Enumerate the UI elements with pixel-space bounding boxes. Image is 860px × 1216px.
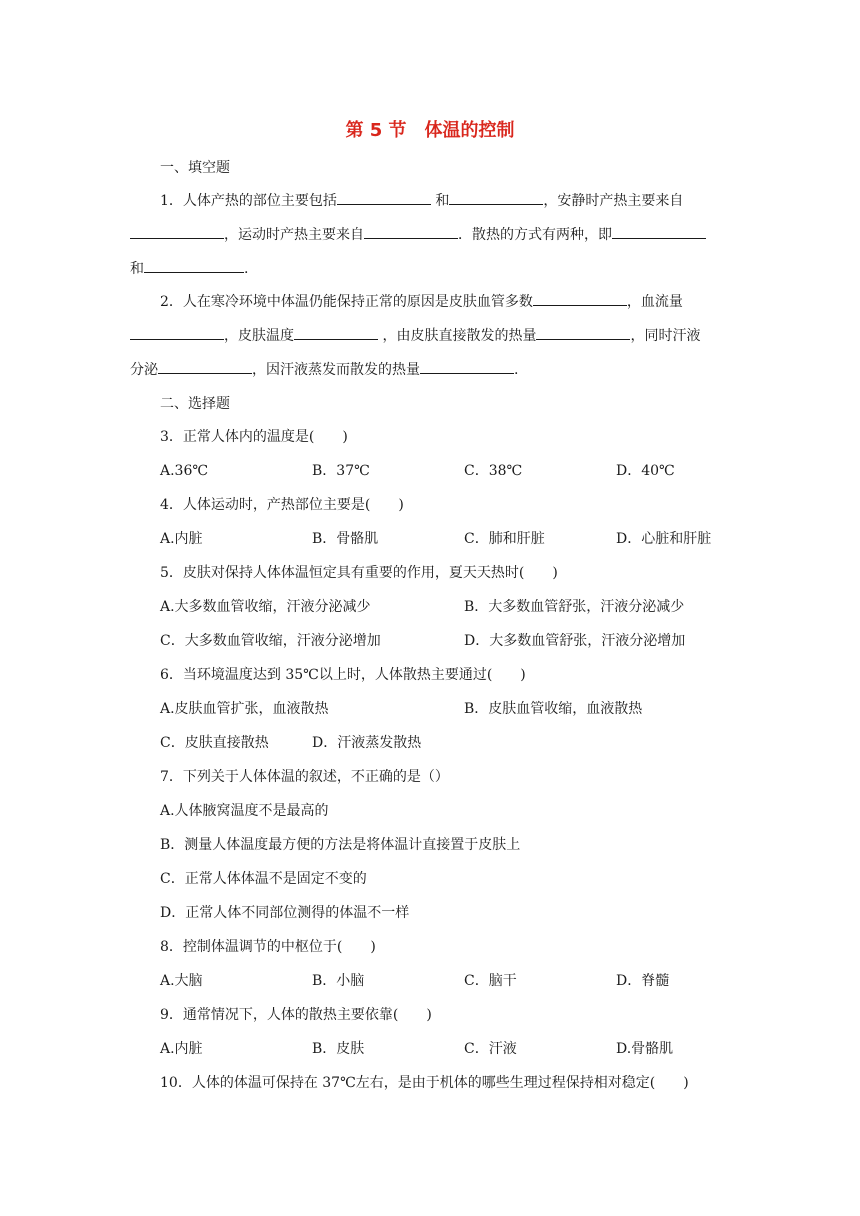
- q2-text: .: [514, 362, 519, 378]
- q2-text: 分泌: [130, 362, 158, 378]
- question-1: [130, 184, 730, 286]
- option-d[interactable]: D．大多数血管舒张，汗液分泌增加: [464, 633, 686, 649]
- option-d[interactable]: D.骨骼肌: [616, 1041, 674, 1057]
- option-c[interactable]: C．38℃: [464, 463, 523, 479]
- option-b[interactable]: B．小脑: [312, 973, 365, 989]
- question-4-stem: 4．人体运动时，产热部位主要是( ): [160, 497, 404, 513]
- answer-blank[interactable]: [158, 359, 252, 374]
- question-3-options: [160, 461, 730, 481]
- q1-text: .: [244, 261, 249, 277]
- q1-text: ，安静时产热主要来自: [543, 193, 684, 209]
- question-9-stem: 9．通常情况下，人体的散热主要依靠( ): [160, 1007, 432, 1023]
- q1-text: ，运动时产热主要来自: [224, 227, 364, 243]
- option-d[interactable]: D．40℃: [616, 463, 675, 479]
- option-b[interactable]: B．皮肤血管收缩，血液散热: [464, 701, 643, 717]
- question-3-stem: 3．正常人体内的温度是( ): [160, 429, 348, 445]
- option-d[interactable]: D．脊髓: [616, 973, 670, 989]
- option-b[interactable]: B．测量人体温度最方便的方法是将体温计直接置于皮肤上: [160, 837, 521, 853]
- answer-blank[interactable]: [533, 291, 627, 306]
- section-heading-fill-blank: 一、填空题: [160, 160, 230, 176]
- answer-blank[interactable]: [294, 325, 378, 340]
- option-c[interactable]: C．汗液: [464, 1041, 517, 1057]
- section-heading-multiple-choice: 二、选择题: [160, 396, 230, 412]
- option-c[interactable]: C．大多数血管收缩，汗液分泌增加: [160, 633, 381, 649]
- q1-text: 和: [435, 193, 450, 209]
- option-c[interactable]: C．正常人体体温不是固定不变的: [160, 871, 367, 887]
- answer-blank[interactable]: [130, 325, 224, 340]
- option-c[interactable]: C．皮肤直接散热: [160, 735, 269, 751]
- question-6-options-row2: [160, 733, 730, 753]
- option-c[interactable]: C．肺和肝脏: [464, 531, 545, 547]
- answer-blank[interactable]: [130, 224, 224, 239]
- option-b[interactable]: B．骨骼肌: [312, 531, 379, 547]
- option-b[interactable]: B．大多数血管舒张，汗液分泌减少: [464, 599, 685, 615]
- answer-blank[interactable]: [144, 258, 244, 273]
- q2-text: ，皮肤温度: [224, 328, 294, 344]
- question-8-options: [160, 971, 730, 991]
- answer-blank[interactable]: [420, 359, 514, 374]
- question-10-stem: 10．人体的体温可保持在 37℃左右，是由于机体的哪些生理过程保持相对稳定( ): [160, 1075, 689, 1091]
- question-7-stem: 7．下列关于人体体温的叙述，不正确的是（）: [160, 769, 449, 785]
- q1-text: 1．人体产热的部位主要包括: [160, 193, 337, 209]
- option-d[interactable]: D．心脏和肝脏: [616, 531, 712, 547]
- q2-text: ，血流量: [626, 294, 683, 310]
- option-a[interactable]: A.人体腋窝温度不是最高的: [160, 803, 329, 819]
- option-b[interactable]: B．皮肤: [312, 1041, 365, 1057]
- question-9-options: [160, 1039, 730, 1059]
- q2-text: ，由皮肤直接散发的热量: [382, 328, 537, 344]
- question-5-options-row2: [160, 631, 730, 651]
- q1-text: 和: [130, 261, 144, 277]
- answer-blank[interactable]: [449, 190, 543, 205]
- answer-blank[interactable]: [337, 190, 431, 205]
- answer-blank[interactable]: [364, 224, 458, 239]
- option-d[interactable]: D．正常人体不同部位测得的体温不一样: [160, 905, 410, 921]
- option-a[interactable]: A.内脏: [160, 1041, 203, 1057]
- option-a[interactable]: A.皮肤血管扩张，血液散热: [160, 701, 329, 717]
- option-a[interactable]: A.大脑: [160, 973, 203, 989]
- question-8-stem: 8．控制体温调节的中枢位于( ): [160, 939, 376, 955]
- q1-text: ．散热的方式有两种，即: [458, 227, 612, 243]
- option-a[interactable]: A.大多数血管收缩，汗液分泌减少: [160, 599, 371, 615]
- option-d[interactable]: D．汗液蒸发散热: [312, 735, 422, 751]
- question-2: [130, 285, 730, 387]
- option-c[interactable]: C．脑干: [464, 973, 517, 989]
- q2-text: 2．人在寒冷环境中体温仍能保持正常的原因是皮肤血管多数: [160, 294, 533, 310]
- page-title: 第 5 节 体温的控制: [345, 120, 515, 141]
- question-6-options-row1: [160, 699, 730, 719]
- option-b[interactable]: B．37℃: [312, 463, 370, 479]
- question-5-options-row1: [160, 597, 730, 617]
- answer-blank[interactable]: [536, 325, 630, 340]
- question-6-stem: 6．当环境温度达到 35℃以上时，人体散热主要通过( ): [160, 667, 526, 683]
- option-a[interactable]: A.内脏: [160, 531, 203, 547]
- option-a[interactable]: A.36℃: [160, 463, 209, 479]
- q2-text: ，同时汗液: [630, 328, 701, 344]
- answer-blank[interactable]: [612, 224, 706, 239]
- question-4-options: [160, 529, 730, 549]
- question-5-stem: 5．皮肤对保持人体体温恒定具有重要的作用，夏天天热时( ): [160, 565, 558, 581]
- q2-text: ，因汗液蒸发而散发的热量: [252, 362, 420, 378]
